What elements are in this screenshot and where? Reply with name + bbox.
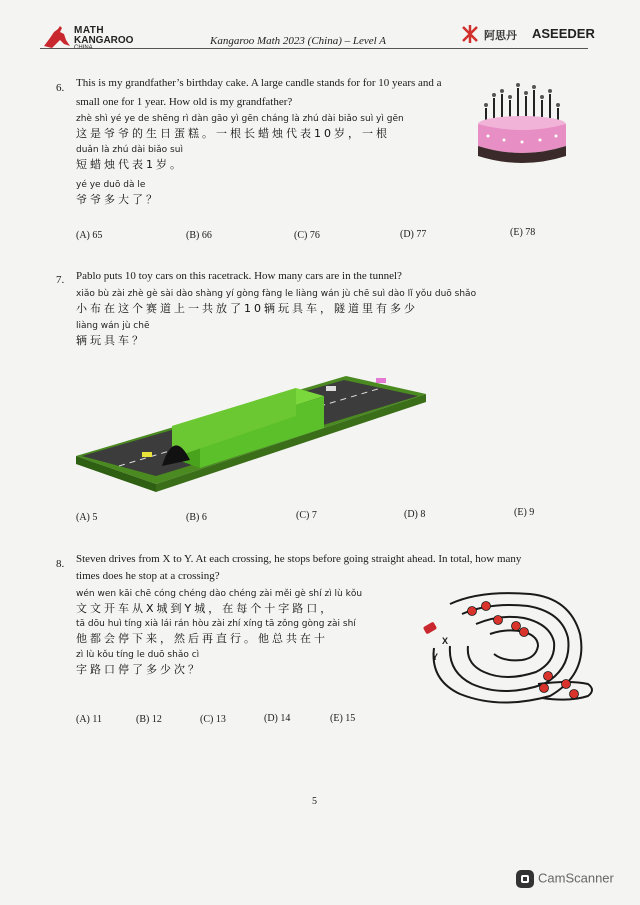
q8-option-e[interactable]: (E) 15 bbox=[330, 713, 356, 724]
camscanner-watermark bbox=[516, 870, 614, 888]
q8-chinese-line3: 字路口停了多少次？ bbox=[76, 663, 202, 676]
q6-number: 6. bbox=[56, 82, 65, 94]
q7-option-a[interactable]: (A) 5 bbox=[76, 512, 98, 523]
q8-pinyin-line2: tā dōu huì tíng xià lái rán hòu zài zhí xíng tā zǒng gòng zài shí bbox=[76, 619, 356, 629]
page-title: Kangaroo Math 2023 (China) – Level A bbox=[210, 35, 386, 47]
aseeder-chinese-name: 阿思丹 bbox=[484, 29, 517, 42]
q8-pinyin-line1: wén wen kāi chē cóng chéng dào chéng zài měi gè shí zì lù kǒu bbox=[76, 589, 363, 599]
q7-option-d[interactable]: (D) 8 bbox=[404, 509, 426, 520]
q7-option-b[interactable]: (B) 6 bbox=[186, 512, 207, 523]
q6-pinyin-line1: zhè shì yé ye de shēng rì dàn gāo yì gēn cháng là zhú dài biǎo suì yì gēn bbox=[76, 114, 404, 124]
aseeder-logo bbox=[460, 24, 595, 44]
q7-english-line1: Pablo puts 10 toy cars on this racetrack. How many cars are in the tunnel? bbox=[76, 270, 402, 282]
camscanner-label: CamScanner bbox=[538, 870, 614, 886]
racetrack-tunnel-image bbox=[76, 356, 426, 496]
q8-option-a[interactable]: (A) 11 bbox=[76, 714, 103, 725]
q7-pinyin-line1: xiǎo bù zài zhè gè sài dào shàng yí gòng fàng le liàng wán jù chē suì dào lǐ yǒu duō shǎo bbox=[76, 289, 477, 299]
q8-option-c[interactable]: (C) 13 bbox=[200, 714, 226, 725]
q7-number: 7. bbox=[56, 274, 65, 286]
q6-option-a[interactable]: (A) 65 bbox=[76, 230, 103, 241]
q8-chinese-line1: 文文开车从X城到Y城，在每个十字路口， bbox=[76, 602, 335, 615]
q6-english-line1: This is my grandfather’s birthday cake. A large candle stands for for 10 years and a bbox=[76, 77, 442, 89]
spiral-road-map-image bbox=[420, 584, 600, 712]
q8-english-line1: Steven drives from X to Y. At each crossing, he stops before going straight ahead. In total, how many bbox=[76, 553, 522, 565]
q7-pinyin-line2: liàng wán jù chē bbox=[76, 321, 150, 331]
aseeder-mark-icon bbox=[460, 24, 480, 44]
q6-pinyin-line2: duǎn là zhú dài biǎo suì bbox=[76, 145, 183, 155]
birthday-cake-image bbox=[474, 80, 570, 166]
q6-pinyin-line3: yé ye duō dà le bbox=[76, 180, 146, 190]
q8-english-line2: times does he stop at a crossing? bbox=[76, 570, 220, 582]
label-y: Y bbox=[432, 652, 439, 662]
q7-chinese-line2: 辆玩具车？ bbox=[76, 334, 146, 347]
q6-option-e[interactable]: (E) 78 bbox=[510, 227, 536, 238]
q7-option-e[interactable]: (E) 9 bbox=[514, 507, 535, 518]
q6-option-c[interactable]: (C) 76 bbox=[294, 230, 320, 241]
q7-chinese-line1: 小布在这个赛道上一共放了10辆玩具车，隧道里有多少 bbox=[76, 302, 418, 315]
q8-chinese-line2: 他都会停下来，然后再直行。他总共在十 bbox=[76, 632, 328, 645]
q8-number: 8. bbox=[56, 558, 65, 570]
logo-text-line1: MATH bbox=[74, 25, 105, 36]
kangaroo-icon bbox=[40, 24, 74, 50]
aseeder-english-name: ASEEDER bbox=[532, 26, 595, 41]
q8-pinyin-line3: zì lù kǒu tíng le duō shǎo cì bbox=[76, 650, 200, 660]
camscanner-icon bbox=[516, 870, 534, 888]
q6-chinese-line1: 这是爷爷的生日蛋糕。一根长蜡烛代表10岁，一根 bbox=[76, 127, 390, 140]
q6-english-line2: small one for 1 year. How old is my grandfather? bbox=[76, 96, 293, 108]
header-divider bbox=[40, 48, 588, 49]
q6-chinese-line3: 爷爷多大了？ bbox=[76, 193, 160, 206]
label-x: X bbox=[442, 636, 449, 646]
q6-chinese-line2: 短蜡烛代表1岁。 bbox=[76, 158, 184, 171]
car-icon bbox=[423, 622, 437, 635]
q8-option-d[interactable]: (D) 14 bbox=[264, 713, 291, 724]
q6-option-b[interactable]: (B) 66 bbox=[186, 230, 212, 241]
logo-text-line2: KANGAROO bbox=[74, 35, 134, 46]
q6-option-d[interactable]: (D) 77 bbox=[400, 229, 427, 240]
page-number: 5 bbox=[312, 796, 317, 807]
q7-option-c[interactable]: (C) 7 bbox=[296, 510, 317, 521]
q8-option-b[interactable]: (B) 12 bbox=[136, 714, 162, 725]
